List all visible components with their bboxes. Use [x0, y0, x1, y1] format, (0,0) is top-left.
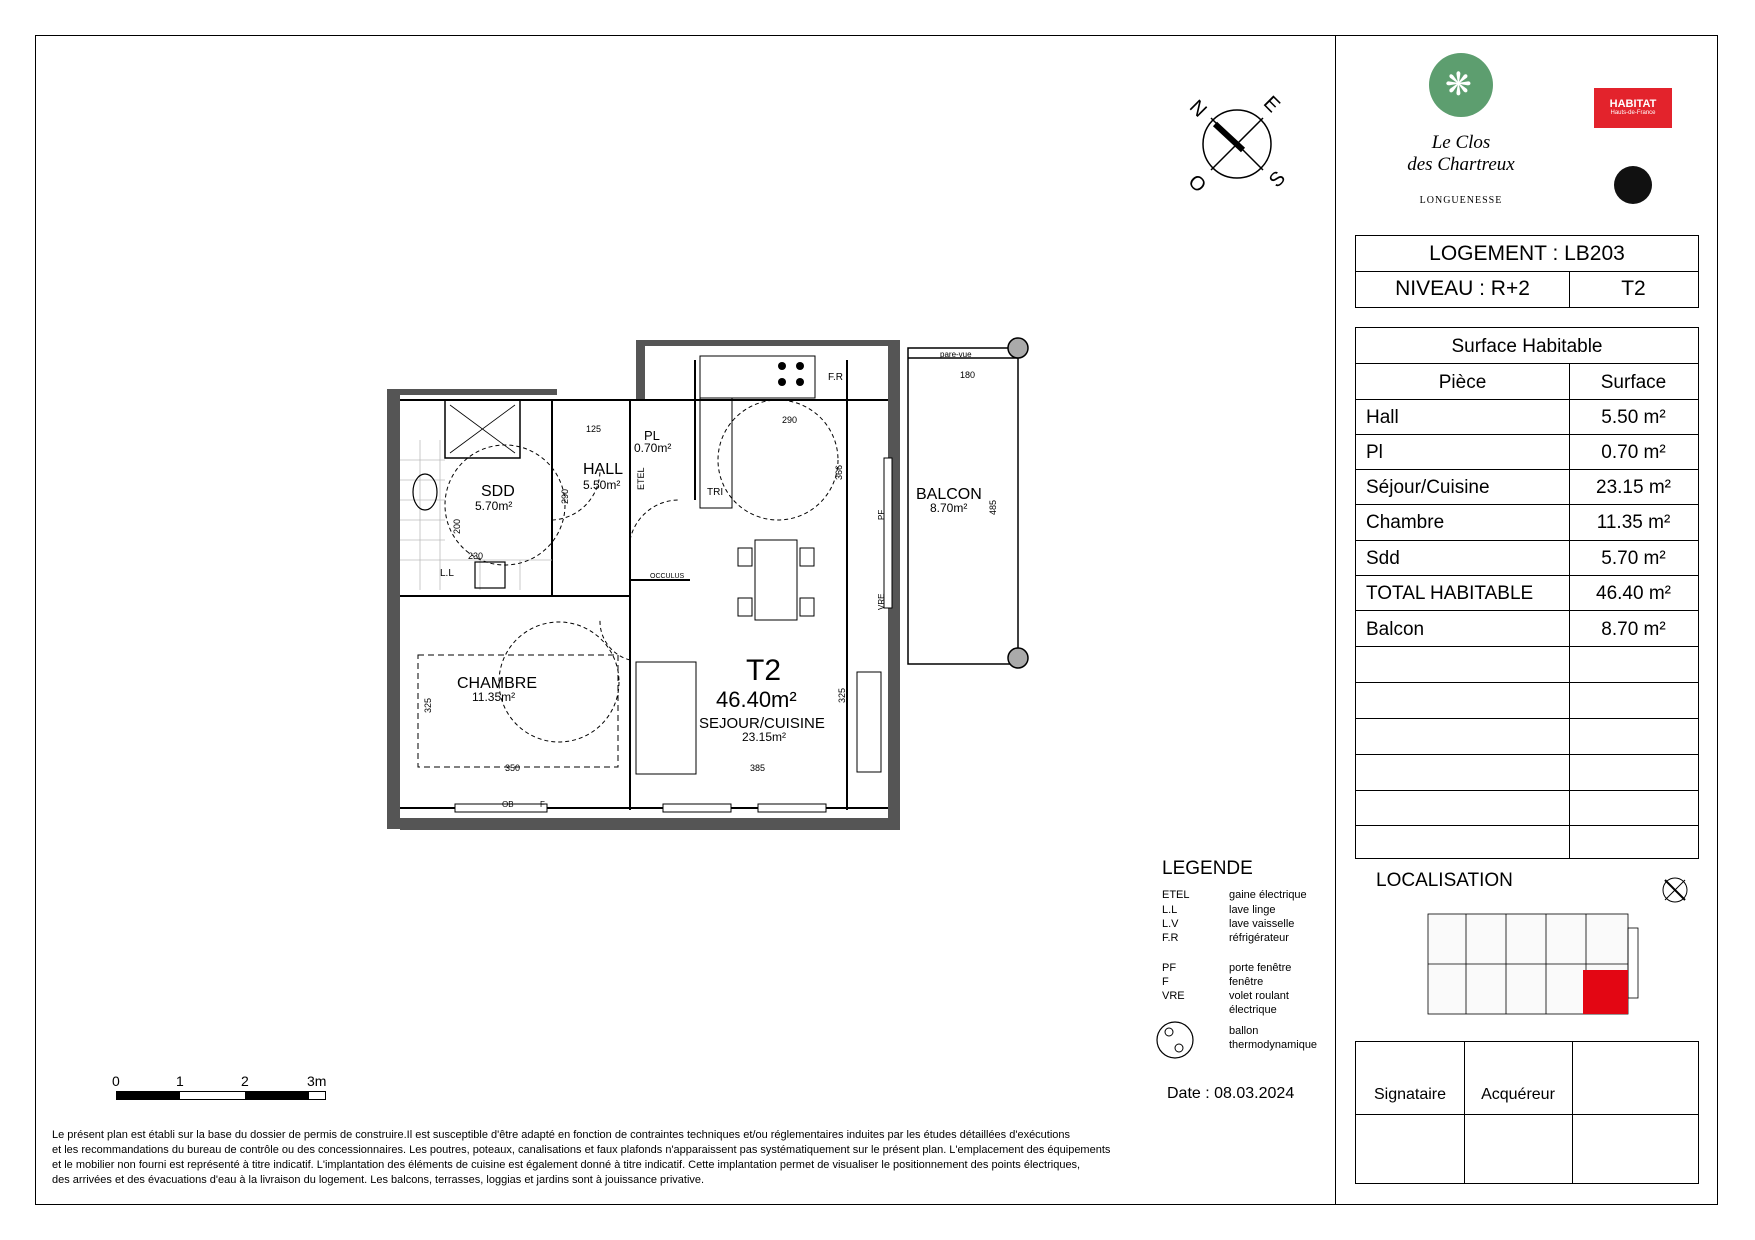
- sofa: [636, 662, 696, 774]
- row-piece: Pl: [1366, 442, 1383, 463]
- windows: [455, 458, 892, 812]
- room-sejour-name: SEJOUR/CUISINE: [699, 715, 825, 732]
- legend-value: lave vaisselle: [1229, 918, 1295, 930]
- room-chambre-name: CHAMBRE: [457, 675, 538, 692]
- type-label: T2: [1621, 277, 1646, 300]
- compass-s: S: [1264, 167, 1290, 193]
- room-hall-name: HALL: [583, 461, 624, 478]
- scale-tick-2: 2: [241, 1073, 249, 1089]
- plan-date: Date : 08.03.2024: [1167, 1085, 1295, 1102]
- dim-290: 290: [782, 415, 798, 425]
- tv-unit: [857, 672, 881, 772]
- dim-290b: 290: [560, 488, 570, 504]
- city-name: LONGUENESSE: [1419, 195, 1503, 206]
- balcony: [908, 338, 1028, 668]
- dim-230: 230: [468, 551, 484, 561]
- legend-key: ETEL: [1162, 889, 1190, 901]
- surface-title: Surface Habitable: [1451, 336, 1603, 357]
- leaf-icon: ❋: [1445, 66, 1472, 102]
- legend-value: fenêtre: [1229, 976, 1264, 988]
- compass-rose: [1184, 92, 1290, 197]
- sdd-tiles: [400, 440, 552, 590]
- compass-n: N: [1184, 95, 1211, 122]
- signataire-label: Signataire: [1373, 1086, 1447, 1103]
- kitchen-counter: [700, 356, 815, 398]
- room-sejour-area: 23.15m²: [742, 730, 787, 744]
- dim-385: 385: [750, 763, 766, 773]
- acquereur-label: Acquéreur: [1481, 1086, 1555, 1103]
- row-piece: Balcon: [1366, 619, 1425, 640]
- disclaimer-line: des arrivées et des évacuations d'eau à la livraison du logement. Les balcons, terrasses, loggias et jardins sont à jouissance privative.: [52, 1174, 705, 1186]
- row-surface: 0.70 m²: [1601, 442, 1666, 463]
- ballon-label-2: thermodynamique: [1229, 1039, 1318, 1051]
- row-surface: 46.40 m²: [1596, 583, 1671, 604]
- cooktop: [778, 362, 804, 386]
- ballon-label: ballon: [1229, 1025, 1259, 1037]
- room-hall-area: 5.50m²: [583, 478, 621, 492]
- legend-key: VRE: [1162, 990, 1185, 1002]
- dim-200: 200: [452, 518, 462, 534]
- disclaimer-line: et les recommandations du bureau de contrôle ou des concessionnaires. Les poutres, poteaux, canalisations et faux plafonds n'apparaissent pas systématiquement sur le présent plan. L'emplacement des équipements: [52, 1144, 1111, 1156]
- localisation-compass-icon: [1655, 870, 1695, 910]
- room-sdd-area: 5.70m²: [475, 499, 513, 513]
- legend-value: électrique: [1229, 1004, 1277, 1016]
- bed: [418, 655, 618, 767]
- walls: [387, 340, 900, 830]
- room-pl-area: 0.70m²: [634, 441, 672, 455]
- logement-label: LOGEMENT : LB203: [1429, 242, 1625, 265]
- label-f: F: [540, 800, 545, 809]
- label-pf: PF: [877, 509, 886, 520]
- label-etel: ETEL: [636, 467, 646, 490]
- door-swings: [552, 470, 680, 660]
- row-piece: Sdd: [1366, 548, 1400, 569]
- row-surface: 5.70 m²: [1601, 548, 1666, 569]
- room-pl-name: PL: [644, 428, 660, 443]
- habitat-name: HABITAT: [1609, 98, 1657, 110]
- disclaimer-line: Le présent plan est établi sur la base du dossier de permis de construire.Il est susceptible d'être adapté en fonction de contraintes techniques et/ou réglementaires induites par les études détaillées d'exécutions: [52, 1129, 1071, 1141]
- col-piece: Pièce: [1438, 372, 1487, 393]
- niveau-label: NIVEAU : R+2: [1395, 277, 1530, 300]
- dim-485: 485: [988, 499, 998, 515]
- label-tri: TRI: [707, 487, 724, 498]
- row-piece: Chambre: [1366, 512, 1445, 533]
- room-balcon-name: BALCON: [916, 486, 982, 503]
- row-piece: TOTAL HABITABLE: [1366, 583, 1534, 604]
- signature-table: [1355, 1041, 1699, 1184]
- dining-table: [738, 540, 814, 620]
- scale-tick-1: 1: [176, 1073, 184, 1089]
- row-surface: 5.50 m²: [1601, 407, 1666, 428]
- habitat-region: Hauts-de-France: [1610, 110, 1656, 116]
- dim-325b: 325: [837, 687, 847, 703]
- row-surface: 23.15 m²: [1596, 477, 1671, 498]
- row-surface: 11.35 m²: [1596, 512, 1671, 533]
- room-chambre-area: 11.35m²: [472, 690, 516, 704]
- row-piece: Hall: [1366, 407, 1399, 428]
- row-surface: 8.70 m²: [1601, 619, 1666, 640]
- washbasin: [475, 562, 505, 588]
- label-fr: F.R: [828, 372, 843, 383]
- legend-value: volet roulant: [1229, 990, 1289, 1002]
- legend-value: gaine électrique: [1229, 889, 1307, 901]
- row-piece: Séjour/Cuisine: [1366, 477, 1490, 498]
- disclaimer-line: et le mobilier non fourni est représenté à titre indicatif. L'implantation des éléments de cuisine est également donné à titre indicatif. Cette implantation permet de visualiser le positionnement des points électriques,: [52, 1159, 1081, 1171]
- toilet: [413, 474, 437, 510]
- dim-350: 350: [505, 763, 521, 773]
- legend-value: porte fenêtre: [1229, 962, 1292, 974]
- label-vre: VRE: [877, 593, 886, 610]
- dim-125: 125: [586, 424, 602, 434]
- dim-325a: 325: [423, 697, 433, 713]
- residence-logo: [1429, 53, 1493, 117]
- room-sdd-name: SDD: [481, 483, 515, 500]
- compass-e: E: [1258, 91, 1284, 117]
- compass-o: O: [1183, 170, 1211, 198]
- logement-box: [1355, 235, 1699, 308]
- dim-180: 180: [960, 370, 976, 380]
- legend-value: lave linge: [1229, 904, 1276, 916]
- col-surface: Surface: [1600, 372, 1667, 393]
- legend-key: L.V: [1162, 918, 1179, 930]
- surface-table: [1355, 327, 1699, 859]
- ballon-icon: [1155, 1020, 1195, 1060]
- residence-name-2: des Chartreux: [1407, 154, 1515, 175]
- panel-divider: [1335, 35, 1336, 1205]
- label-occulus: OCCULUS: [650, 573, 685, 580]
- disclaimer: [52, 1128, 1252, 1188]
- legend-key: PF: [1162, 962, 1177, 974]
- legend-key: L.L: [1162, 904, 1178, 916]
- legend-value: réfrigérateur: [1229, 932, 1289, 944]
- scale-bar: [116, 1091, 326, 1100]
- label-pare-vue: pare-vue: [940, 350, 972, 359]
- legend-key: F: [1162, 976, 1169, 988]
- dim-366: 366: [834, 464, 844, 480]
- scale-tick-3: 3m: [307, 1073, 327, 1089]
- apartment-highlight: [1583, 970, 1628, 1014]
- plan-total: 46.40m²: [716, 687, 797, 712]
- label-ob: OB: [502, 800, 514, 809]
- residence-name-1: Le Clos: [1431, 132, 1491, 153]
- legend-title: LEGENDE: [1162, 858, 1253, 879]
- room-balcon-area: 8.70m²: [930, 501, 968, 515]
- partner-logo: [1614, 166, 1652, 204]
- legend-key: F.R: [1162, 932, 1179, 944]
- label-ll: L.L: [440, 568, 454, 579]
- localisation-plan: [1426, 900, 1646, 1020]
- scale-tick-0: 0: [112, 1073, 120, 1089]
- localisation-title: LOCALISATION: [1376, 870, 1513, 891]
- plan-type: T2: [746, 654, 782, 687]
- habitat-logo: [1594, 88, 1672, 128]
